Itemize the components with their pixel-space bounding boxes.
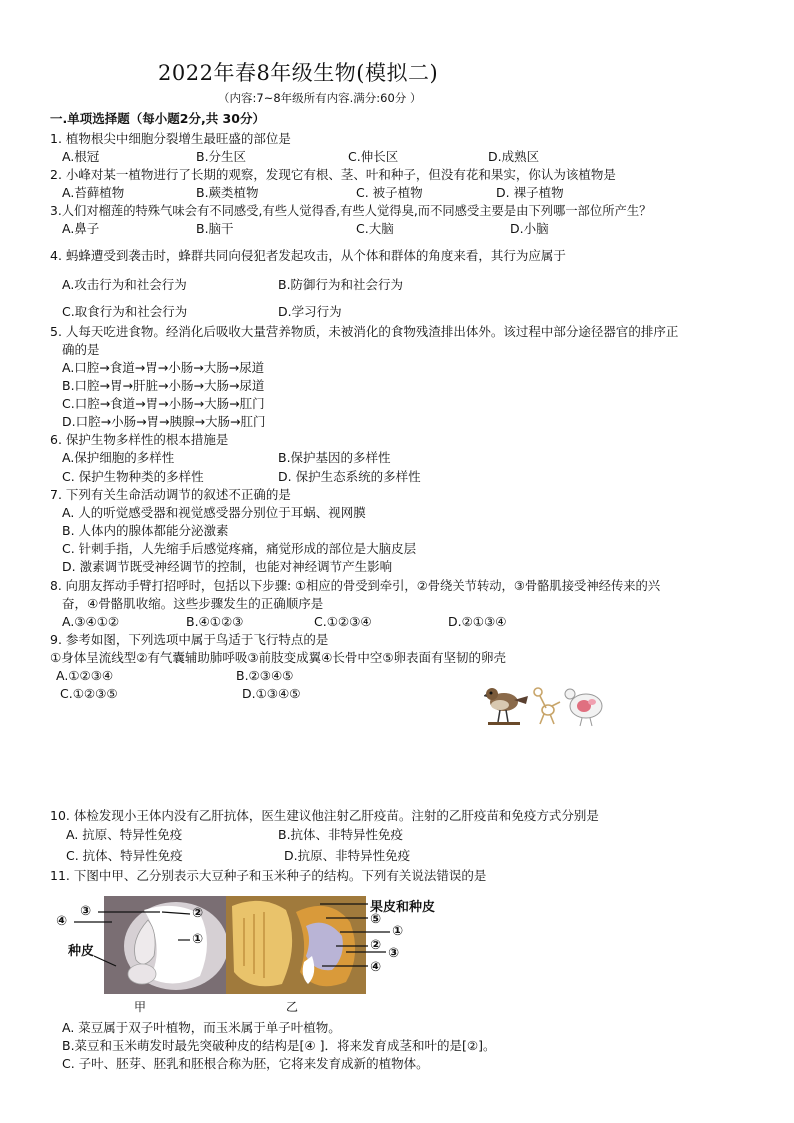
q10-option-a: A. 抗原、特异性免疫 — [66, 827, 183, 842]
q5-option-a: A.口腔→食道→胃→小肠→大肠→尿道 — [62, 360, 265, 375]
q11-option-c: C. 子叶、胚芽、胚乳和胚根合称为胚，它将来发育成新的植物体。 — [62, 1056, 429, 1071]
q9-option-b: B.②③④⑤ — [236, 668, 294, 683]
q10-option-c: C. 抗体、特异性免疫 — [66, 848, 183, 863]
seed-leader-lines — [50, 890, 470, 1014]
q9-option-a: A.①②③④ — [56, 668, 114, 683]
q2-option-d: D. 裸子植物 — [496, 185, 564, 200]
q3-option-c: C.大脑 — [356, 221, 394, 236]
bean-label-2: ② — [192, 906, 204, 921]
q11-option-b: B.菜豆和玉米萌发时最先突破种皮的结构是[④ ]．将来发育成茎和叶的是[②]。 — [62, 1038, 496, 1053]
question-9-features: ①身体呈流线型②有气囊辅助肺呼吸③前肢变成翼④长骨中空⑤卵表面有坚韧的卵壳 — [50, 650, 507, 665]
q8-option-a: A.③④①② — [62, 614, 120, 629]
question-2-stem: 2. 小峰对某一植物进行了长期的观察，发现它有根、茎、叶和种子，但没有花和果实，你认为该植物是 — [50, 167, 616, 182]
corn-label-2: ② — [370, 938, 382, 953]
q3-option-b: B.脑干 — [196, 221, 234, 236]
question-1-stem: 1. 植物根尖中细胞分裂增生最旺盛的部位是 — [50, 131, 291, 146]
question-10-stem: 10. 体检发现小王体内没有乙肝抗体，医生建议他注射乙肝疫苗。注射的乙肝疫苗和免疫方式分别是 — [50, 808, 599, 823]
q9-option-d: D.①③④⑤ — [242, 686, 301, 701]
question-5-stem: 5. 人每天吃进食物。经消化后吸收大量营养物质，未被消化的食物残渣排出体外。该过程中部分途径器官的排序正 — [50, 324, 679, 339]
q6-option-d: D. 保护生态系统的多样性 — [278, 469, 421, 484]
q7-option-d: D. 激素调节既受神经调节的控制，也能对神经调节产生影响 — [62, 559, 393, 574]
q2-option-b: B.蕨类植物 — [196, 185, 259, 200]
bean-label-3: ③ — [80, 904, 92, 919]
bean-label-1: ① — [192, 932, 204, 947]
question-6-stem: 6. 保护生物多样性的根本措施是 — [50, 432, 229, 447]
q3-option-d: D.小脑 — [510, 221, 549, 236]
q4-option-c: C.取食行为和社会行为 — [62, 304, 188, 319]
bean-label-4: ④ — [56, 914, 68, 929]
q7-option-b: B. 人体内的腺体都能分泌激素 — [62, 523, 229, 538]
question-3-stem: 3.人们对榴莲的特殊气味会有不同感受,有些人觉得香,有些人觉得臭,而不同感受主要是由下列哪一部位所产生？ — [50, 204, 652, 218]
q8-option-d: D.②①③④ — [448, 614, 507, 629]
q6-option-b: B.保护基因的多样性 — [278, 450, 391, 465]
q4-option-a: A.攻击行为和社会行为 — [62, 277, 187, 292]
q5-option-c: C.口腔→食道→胃→小肠→大肠→肛门 — [62, 396, 265, 411]
q1-option-a: A.根冠 — [62, 149, 100, 164]
page-title: 2022年春8年级生物(模拟二) — [158, 61, 439, 85]
q10-option-b: B.抗体、非特异性免疫 — [278, 827, 404, 842]
question-9-stem: 9. 参考如图，下列选项中属于鸟适于飞行特点的是 — [50, 632, 329, 647]
q2-option-c: C. 被子植物 — [356, 185, 423, 200]
q4-option-d: D.学习行为 — [278, 304, 342, 319]
q9-option-c: C.①②③⑤ — [60, 686, 118, 701]
question-8-stem-cont: 奋，④骨骼肌收缩。这些步骤发生的正确顺序是 — [62, 596, 324, 611]
q11-option-a: A. 菜豆属于双子叶植物，而玉米属于单子叶植物。 — [62, 1020, 341, 1035]
section-heading: 一.单项选择题（每小题2分,共 30分） — [50, 111, 265, 126]
q6-option-a: A.保护细胞的多样性 — [62, 450, 175, 465]
seed-figure — [50, 890, 470, 1014]
q1-option-c: C.伸长区 — [348, 149, 399, 164]
bird-air-sac-image — [565, 689, 602, 726]
question-8-stem: 8. 向朋友挥动手臂打招呼时，包括以下步骤: ①相应的骨受到牵引，②骨绕关节转动，③骨骼肌接受神经传来的兴 — [50, 579, 661, 593]
q8-option-c: C.①②③④ — [314, 614, 372, 629]
question-4-stem: 4. 蚂蜂遭受到袭击时，蜂群共同向侵犯者发起攻击，从个体和群体的角度来看，其行为应属于 — [50, 248, 566, 263]
corn-label-3: ③ — [388, 946, 400, 961]
corn-label-4: ④ — [370, 960, 382, 975]
q7-option-c: C. 针刺手指，人先缩手后感觉疼痛，痛觉形成的部位是大脑皮层 — [62, 541, 417, 556]
question-7-stem: 7. 下列有关生命活动调节的叙述不正确的是 — [50, 487, 291, 502]
figure-label-yi: 乙 — [286, 1000, 299, 1014]
figure-label-jia: 甲 — [134, 1000, 147, 1014]
bean-label-seed-coat: 种皮 — [68, 944, 95, 959]
corn-label-5: ⑤ — [370, 912, 382, 927]
corn-label-1: ① — [392, 924, 404, 939]
q6-option-c: C. 保护生物种类的多样性 — [62, 469, 204, 484]
bird-figure — [484, 680, 610, 728]
q1-option-d: D.成熟区 — [488, 149, 540, 164]
question-11-stem: 11. 下图中甲、乙分别表示大豆种子和玉米种子的结构。下列有关说法错误的是 — [50, 868, 487, 883]
q4-option-b: B.防御行为和社会行为 — [278, 277, 404, 292]
q5-option-d: D.口腔→小肠→胃→胰腺→大肠→肛门 — [62, 414, 266, 429]
bird-skeleton-image — [534, 688, 560, 724]
q2-option-a: A.苔藓植物 — [62, 185, 125, 200]
q7-option-a: A. 人的听觉感受器和视觉感受器分别位于耳蜗、视网膜 — [62, 505, 366, 520]
q3-option-a: A.鼻子 — [62, 221, 100, 236]
q10-option-d: D.抗原、非特异性免疫 — [284, 848, 411, 863]
q1-option-b: B.分生区 — [196, 149, 247, 164]
corn-label-pericarp: 果皮和种皮 — [370, 900, 436, 915]
sparrow-image — [484, 688, 528, 725]
page-subtitle: （内容:7~8年级所有内容.满分:60分 ） — [218, 91, 422, 105]
q5-option-b: B.口腔→胃→肝脏→小肠→大肠→尿道 — [62, 378, 265, 393]
q8-option-b: B.④①②③ — [186, 614, 244, 629]
question-5-stem-cont: 确的是 — [62, 342, 100, 357]
